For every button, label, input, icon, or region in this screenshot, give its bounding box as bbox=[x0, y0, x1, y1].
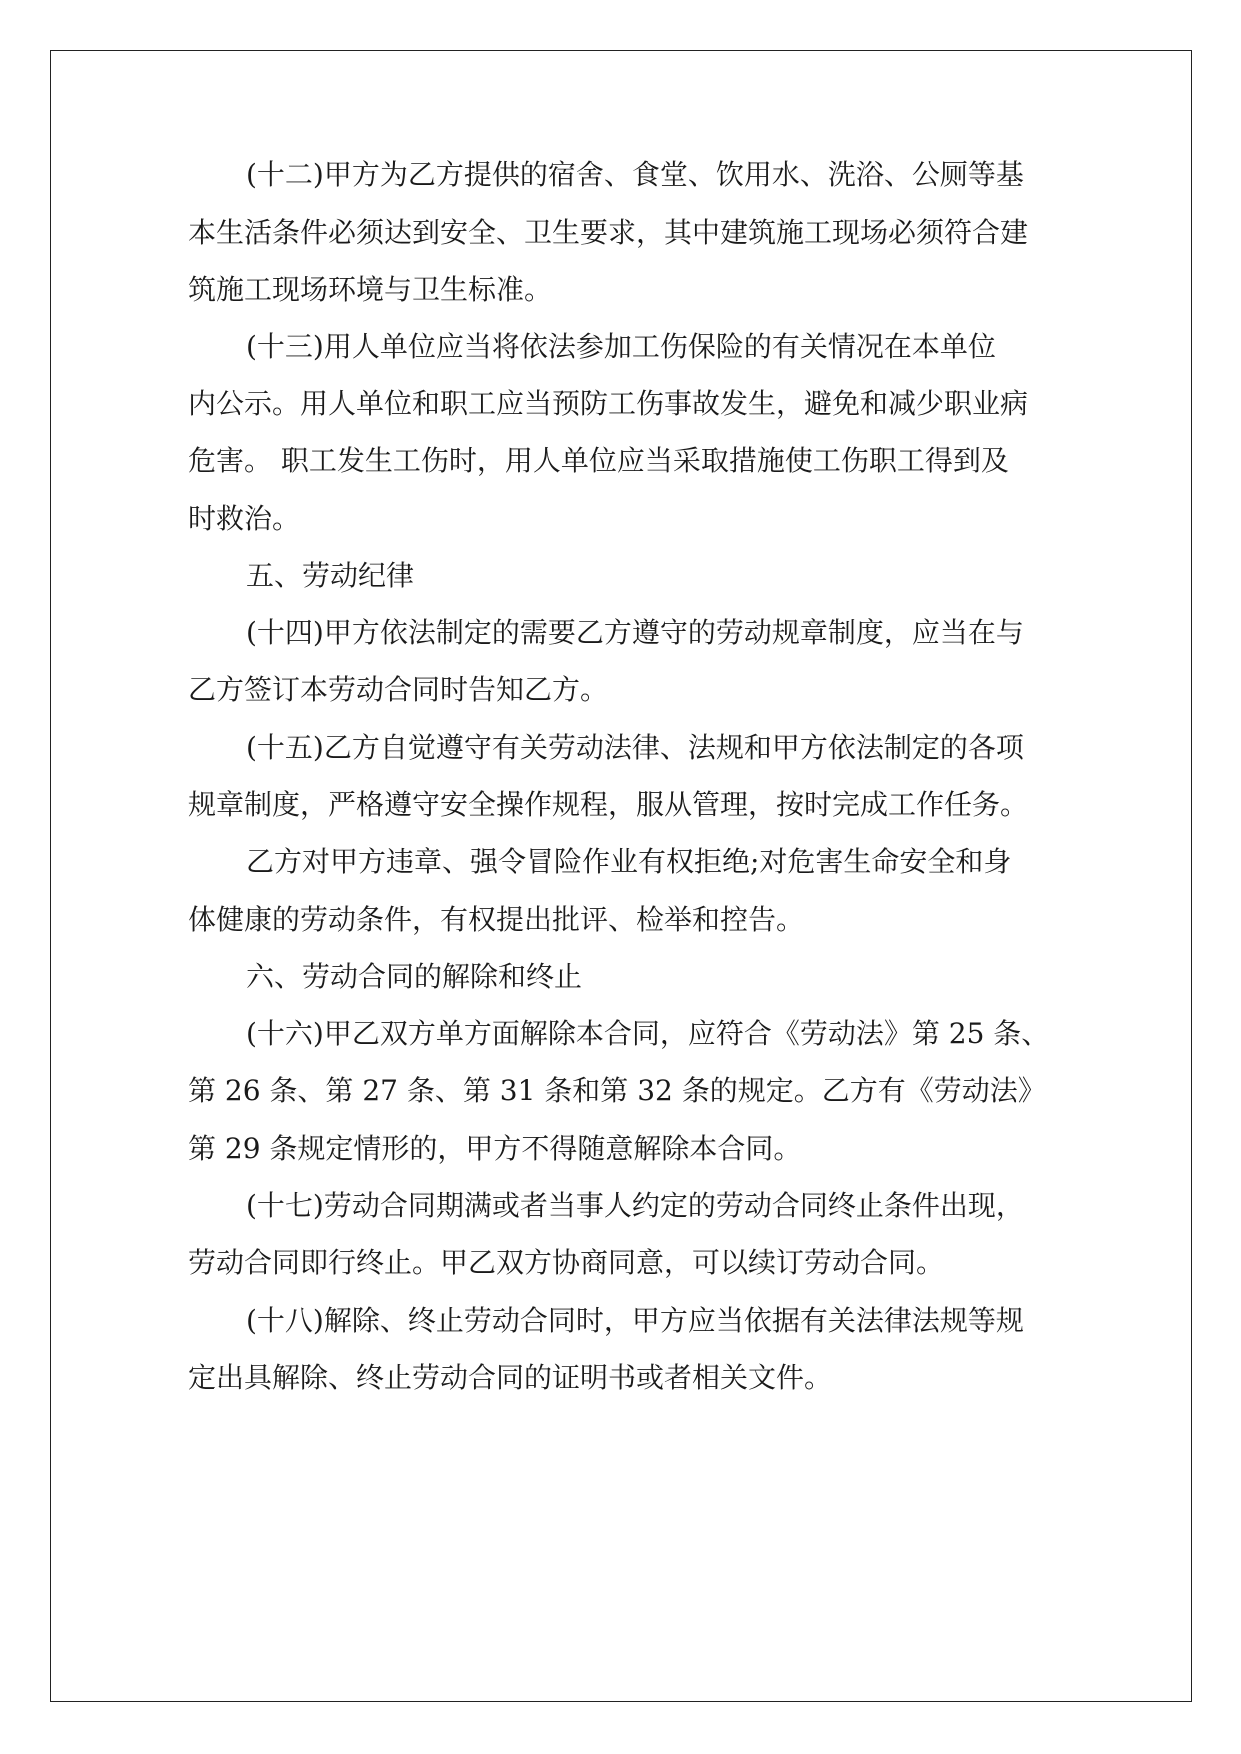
section-heading-6: 六、劳动合同的解除和终止 bbox=[246, 960, 583, 993]
paragraph-15b-line-1: 乙方对甲方违章、强令冒险作业有权拒绝;对危害生命安全和身 bbox=[246, 845, 1012, 878]
paragraph-12-line-3: 筑施工现场环境与卫生标准。 bbox=[188, 273, 553, 306]
paragraph-16-line-3: 第 29 条规定情形的，甲方不得随意解除本合同。 bbox=[188, 1132, 802, 1165]
paragraph-17-line-2: 劳动合同即行终止。甲乙双方协商同意，可以续订劳动合同。 bbox=[188, 1246, 945, 1279]
paragraph-13-line-1: (十三)用人单位应当将依法参加工伤保险的有关情况在本单位 bbox=[246, 330, 996, 363]
paragraph-16-line-2: 第 26 条、第 27 条、第 31 条和第 32 条的规定。乙方有《劳动法》 bbox=[188, 1074, 1046, 1107]
paragraph-12-line-2: 本生活条件必须达到安全、卫生要求，其中建筑施工现场必须符合建 bbox=[188, 216, 1029, 249]
paragraph-12-line-1: (十二)甲方为乙方提供的宿舍、食堂、饮用水、洗浴、公厕等基 bbox=[246, 158, 1024, 191]
paragraph-13-line-4: 时救治。 bbox=[188, 502, 301, 535]
paragraph-14-line-2: 乙方签订本劳动合同时告知乙方。 bbox=[188, 673, 609, 706]
paragraph-15b-line-2: 体健康的劳动条件，有权提出批评、检举和控告。 bbox=[188, 903, 805, 936]
paragraph-14-line-1: (十四)甲方依法制定的需要乙方遵守的劳动规章制度，应当在与 bbox=[246, 616, 1024, 649]
paragraph-15-line-1: (十五)乙方自觉遵守有关劳动法律、法规和甲方依法制定的各项 bbox=[246, 731, 1024, 764]
paragraph-13-line-3: 危害。 职工发生工伤时，用人单位应当采取措施使工伤职工得到及 bbox=[188, 444, 1009, 477]
paragraph-13-line-2: 内公示。用人单位和职工应当预防工伤事故发生，避免和减少职业病 bbox=[188, 387, 1029, 420]
paragraph-15-line-2: 规章制度，严格遵守安全操作规程，服从管理，按时完成工作任务。 bbox=[188, 788, 1029, 821]
section-heading-5: 五、劳动纪律 bbox=[246, 559, 415, 592]
paragraph-17-line-1: (十七)劳动合同期满或者当事人约定的劳动合同终止条件出现， bbox=[246, 1189, 1024, 1222]
paragraph-18-line-1: (十八)解除、终止劳动合同时，甲方应当依据有关法律法规等规 bbox=[246, 1304, 1024, 1337]
paragraph-16-line-1: (十六)甲乙双方单方面解除本合同，应符合《劳动法》第 25 条、 bbox=[246, 1017, 1050, 1050]
paragraph-18-line-2: 定出具解除、终止劳动合同的证明书或者相关文件。 bbox=[188, 1361, 833, 1394]
